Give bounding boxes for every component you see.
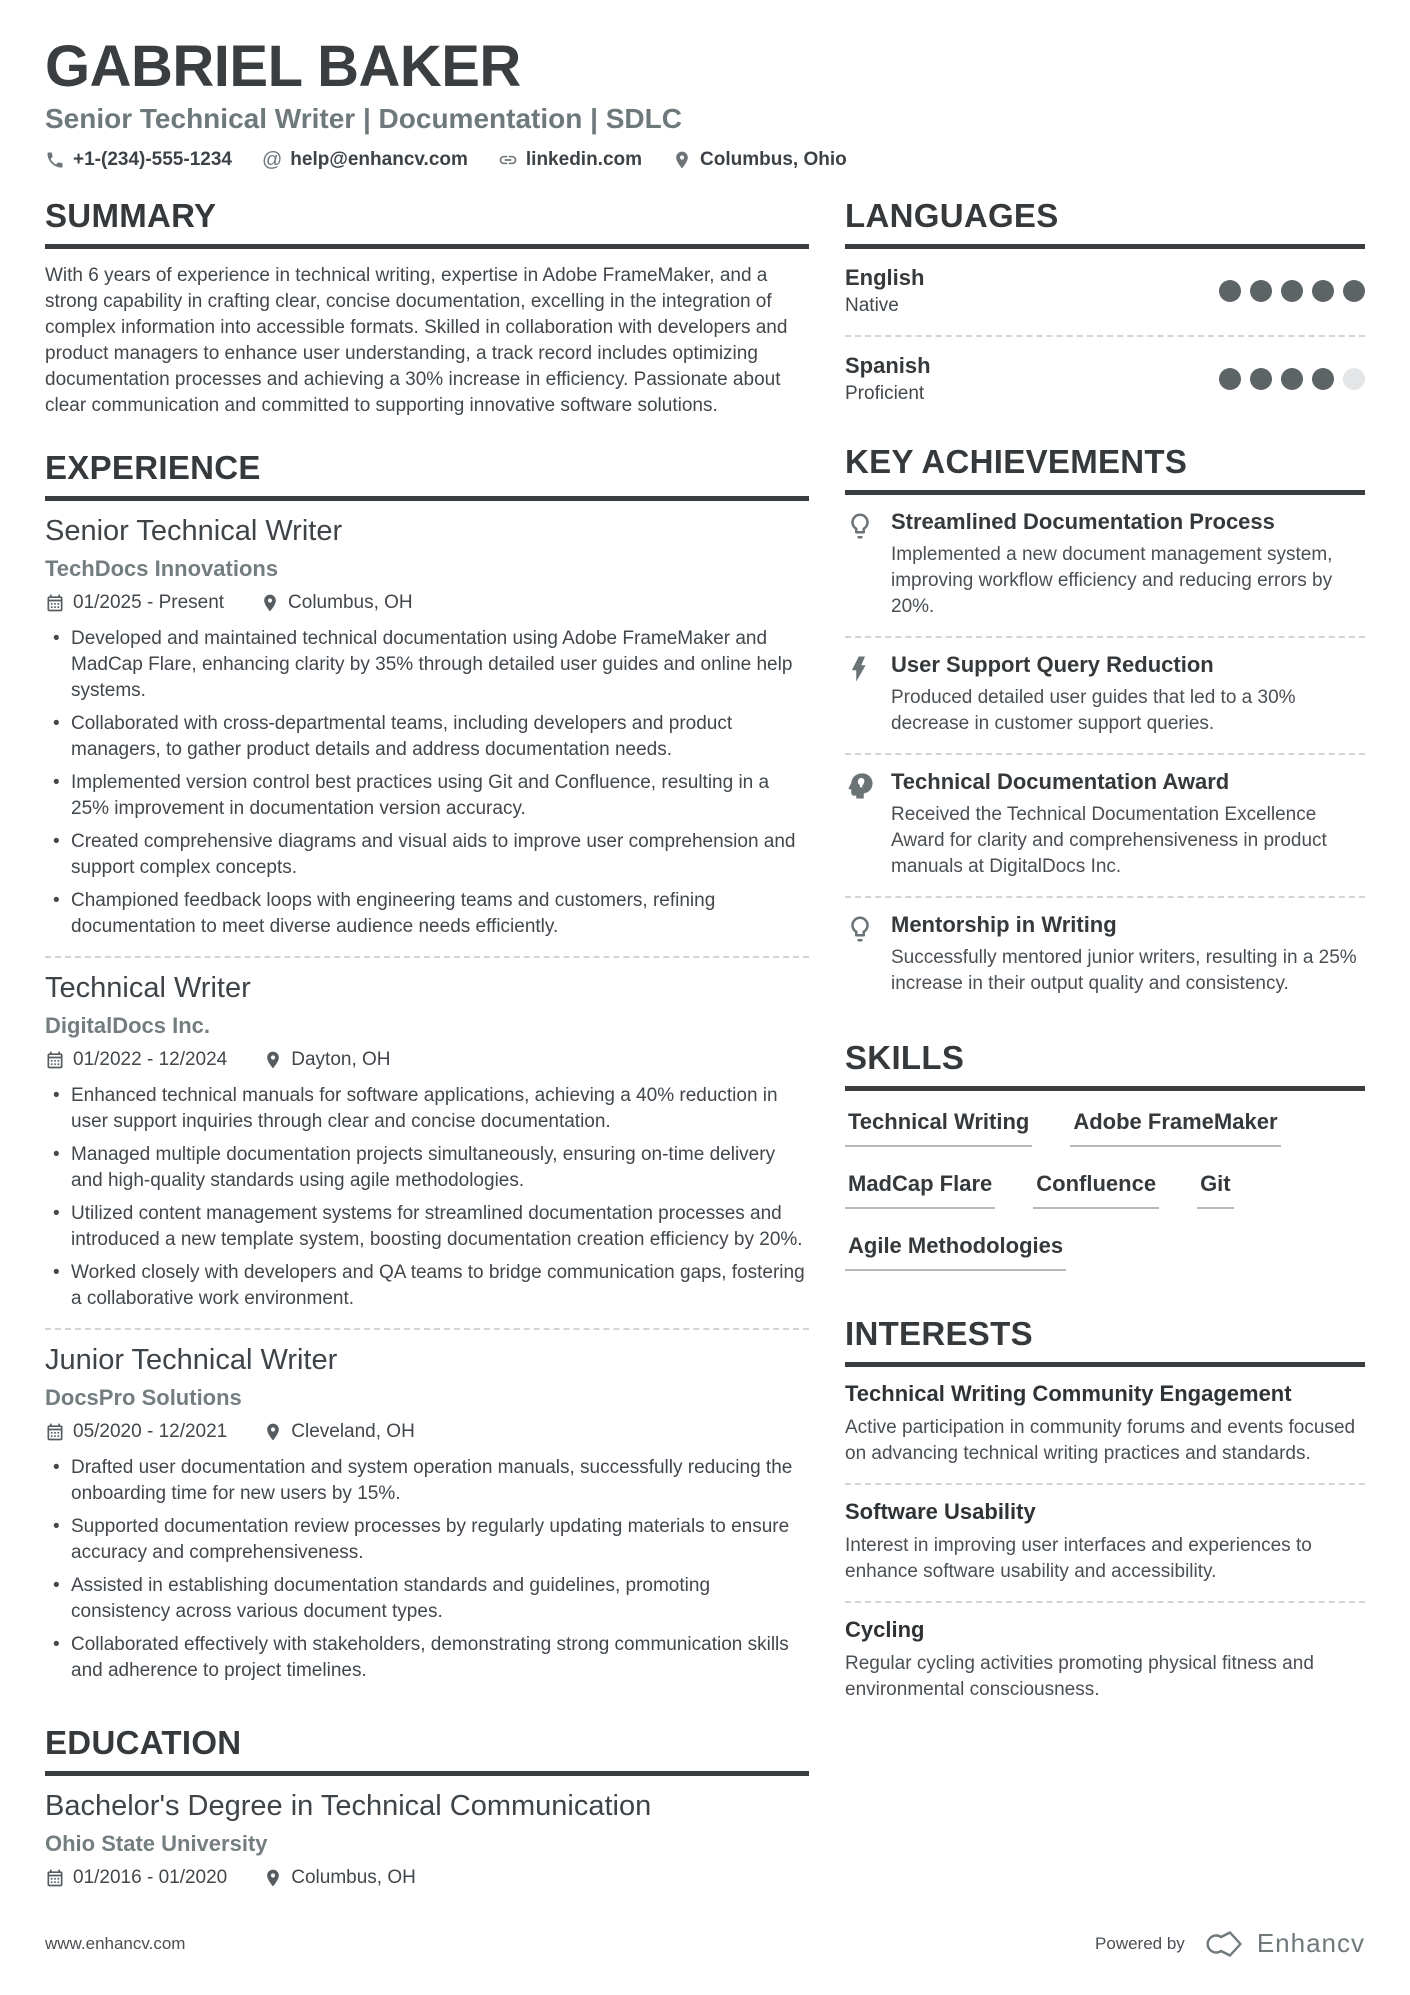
interest-item <box>845 1499 1365 1585</box>
location-text: Dayton, OH <box>291 1048 391 1070</box>
rating-dot-filled <box>1281 280 1303 302</box>
job-title: Technical Writer <box>45 971 251 1004</box>
bullet: • Utilized content management systems for streamlined documentation processes and introduced a new template system, boosting documentation creation efficiency by 20%. <box>45 1201 809 1253</box>
experience-entry <box>45 1344 809 1684</box>
dates-text: 01/2025 - Present <box>73 591 225 613</box>
entry-divider <box>845 896 1365 898</box>
achievement-content <box>891 912 1365 997</box>
bullet: • Created comprehensive diagrams and visual aids to improve user comprehension and support complex concepts. <box>45 829 809 881</box>
location-text: Columbus, OH <box>288 591 413 613</box>
interest-description: Interest in improving user interfaces and experiences to enhance software usability and accessibility. <box>845 1534 1312 1582</box>
job-title: Senior Technical Writer <box>45 514 343 547</box>
entry-divider <box>845 753 1365 755</box>
rating-dot-filled <box>1343 280 1365 302</box>
job-meta <box>45 1421 809 1443</box>
map-pin-icon <box>263 1422 283 1442</box>
enhancv-logo-icon <box>1199 1929 1243 1959</box>
skill-tag: Git <box>1197 1171 1234 1209</box>
achievement-title: Mentorship in Writing <box>891 911 1117 937</box>
interests-heading: INTERESTS <box>845 1315 1365 1367</box>
job-meta <box>45 592 809 614</box>
skill-tag: Adobe FrameMaker <box>1070 1109 1280 1147</box>
language-level: Proficient <box>845 382 925 404</box>
job-bullets <box>45 1083 809 1312</box>
interest-description: Active participation in community forums and events focused on advancing technical writing practices and standards. <box>845 1416 1356 1464</box>
education-heading: EDUCATION <box>45 1724 809 1776</box>
skill-tag: Technical Writing <box>845 1109 1032 1147</box>
phone-icon <box>45 150 65 170</box>
contact-email[interactable] <box>262 149 468 171</box>
school-name: Ohio State University <box>45 1830 268 1856</box>
achievement-item <box>845 912 1365 997</box>
bullet: • Collaborated with cross-departmental teams, including developers and product managers, to gather product details and address documentation needs. <box>45 711 809 763</box>
person-name: GABRIEL BAKER <box>45 34 521 99</box>
rating-dot-empty <box>1343 368 1365 390</box>
achievements-heading: KEY ACHIEVEMENTS <box>845 443 1365 495</box>
languages-section <box>845 197 1365 407</box>
job-dates <box>45 1049 227 1071</box>
language-level: Native <box>845 294 899 316</box>
skill-tag: Confluence <box>1033 1171 1159 1209</box>
interest-title: Cycling <box>845 1616 925 1642</box>
language-rating-dots <box>1219 368 1365 390</box>
lightbulb-icon <box>845 914 875 944</box>
company-name: TechDocs Innovations <box>45 555 279 581</box>
language-labels <box>845 353 931 405</box>
job-bullets <box>45 1455 809 1684</box>
rating-dot-filled <box>1250 280 1272 302</box>
header <box>45 36 1365 171</box>
achievement-item <box>845 652 1365 737</box>
rating-dot-filled <box>1219 280 1241 302</box>
education-dates <box>45 1867 227 1889</box>
job-location <box>263 1049 390 1071</box>
languages-heading: LANGUAGES <box>845 197 1365 249</box>
degree-title: Bachelor's Degree in Technical Communication <box>45 1789 652 1822</box>
bullet: • Developed and maintained technical documentation using Adobe FrameMaker and MadCap Flare, enhancing clarity by 35% through detailed user guides and online help systems. <box>45 626 809 704</box>
job-dates <box>45 1421 227 1443</box>
education-meta <box>45 1867 809 1889</box>
dates-text: 01/2016 - 01/2020 <box>73 1866 228 1888</box>
map-pin-icon <box>263 1868 283 1888</box>
contact-location <box>672 149 847 171</box>
location-text: Cleveland, OH <box>291 1420 415 1442</box>
job-headline: Senior Technical Writer | Documentation | SDLC <box>45 102 682 134</box>
language-item <box>845 263 1365 319</box>
phone-number: +1-(234)-555-1234 <box>73 148 232 170</box>
language-name: Spanish <box>845 352 931 378</box>
footer-website-link[interactable]: www.enhancv.com <box>45 1933 186 1953</box>
powered-by-group <box>1095 1928 1365 1959</box>
calendar-icon <box>45 1050 65 1070</box>
achievement-description: Produced detailed user guides that led to a 30% decrease in customer support queries. <box>891 686 1296 734</box>
language-name: English <box>845 264 925 290</box>
rating-dot-filled <box>1312 368 1334 390</box>
footer <box>0 1928 1410 1995</box>
map-pin-icon <box>672 150 692 170</box>
bullet: • Assisted in establishing documentation standards and guidelines, promoting consistency across various document types. <box>45 1573 809 1625</box>
contact-row <box>45 149 1365 171</box>
interests-section <box>845 1315 1365 1703</box>
bullet: • Drafted user documentation and system operation manuals, successfully reducing the onboarding time for new users by 15%. <box>45 1455 809 1507</box>
experience-heading: EXPERIENCE <box>45 449 809 501</box>
map-pin-icon <box>263 1050 283 1070</box>
experience-section <box>45 449 809 1684</box>
entry-divider <box>845 335 1365 337</box>
achievement-description: Successfully mentored junior writers, resulting in a 25% increase in their output quality and consistency. <box>891 946 1357 994</box>
rating-dot-filled <box>1281 368 1303 390</box>
bullet: • Championed feedback loops with engineering teams and customers, refining documentation to meet diverse audience needs efficiently. <box>45 888 809 940</box>
experience-entry <box>45 515 809 940</box>
job-bullets <box>45 626 809 940</box>
left-column <box>45 197 809 1919</box>
location-text: Columbus, Ohio <box>700 148 847 170</box>
achievement-title: Technical Documentation Award <box>891 768 1230 794</box>
chain-link-icon <box>498 150 518 170</box>
summary-heading: SUMMARY <box>45 197 809 249</box>
experience-entry <box>45 972 809 1312</box>
achievement-item <box>845 769 1365 880</box>
location-text: Columbus, OH <box>291 1866 416 1888</box>
achievement-title: Streamlined Documentation Process <box>891 508 1275 534</box>
job-title: Junior Technical Writer <box>45 1343 338 1376</box>
rating-dot-filled <box>1250 368 1272 390</box>
job-dates <box>45 592 224 614</box>
job-location <box>263 1421 415 1443</box>
education-location <box>263 1867 416 1889</box>
dates-text: 05/2020 - 12/2021 <box>73 1420 228 1442</box>
education-section <box>45 1724 809 1889</box>
rating-dot-filled <box>1312 280 1334 302</box>
achievement-content <box>891 652 1365 737</box>
skill-tag: MadCap Flare <box>845 1171 995 1209</box>
skills-heading: SKILLS <box>845 1039 1365 1091</box>
entry-divider <box>45 956 809 958</box>
achievement-content <box>891 769 1365 880</box>
interest-title: Technical Writing Community Engagement <box>845 1380 1292 1406</box>
interest-description: Regular cycling activities promoting physical fitness and environmental consciousness. <box>845 1652 1314 1700</box>
bullet: • Supported documentation review processes by regularly updating materials to ensure accuracy and comprehensiveness. <box>45 1514 809 1566</box>
linkedin-link[interactable]: linkedin.com <box>525 148 643 170</box>
interest-item <box>845 1617 1365 1703</box>
rating-dot-filled <box>1219 368 1241 390</box>
skills-section <box>845 1039 1365 1271</box>
entry-divider <box>845 1601 1365 1603</box>
right-column <box>845 197 1365 1919</box>
contact-link[interactable] <box>498 149 642 171</box>
achievement-item <box>845 509 1365 620</box>
calendar-icon <box>45 1422 65 1442</box>
lightbulb-icon <box>845 511 875 541</box>
lightning-bolt-icon <box>845 654 875 684</box>
bullet: • Implemented version control best practices using Git and Confluence, resulting in a 25% improvement in documentation version accuracy. <box>45 770 809 822</box>
bullet: • Managed multiple documentation projects simultaneously, ensuring on-time delivery and high-quality standards using agile methodologies. <box>45 1142 809 1194</box>
contact-phone <box>45 149 232 171</box>
entry-divider <box>845 636 1365 638</box>
language-labels <box>845 265 924 317</box>
enhancv-brand-name[interactable]: Enhancv <box>1256 1928 1365 1958</box>
job-meta <box>45 1049 809 1071</box>
company-name: DigitalDocs Inc. <box>45 1012 211 1038</box>
bullet: • Enhanced technical manuals for software applications, achieving a 40% reduction in user support inquiries through clear and concise documentation. <box>45 1083 809 1135</box>
bullet: • Collaborated effectively with stakeholders, demonstrating strong communication skills and adherence to project timelines. <box>45 1632 809 1684</box>
interest-item <box>845 1381 1365 1467</box>
achievement-description: Received the Technical Documentation Excellence Award for clarity and comprehensiveness in product manuals at DigitalDocs Inc. <box>891 803 1327 877</box>
summary-section <box>45 197 809 419</box>
interest-title: Software Usability <box>845 1498 1036 1524</box>
achievement-content <box>891 509 1365 620</box>
company-name: DocsPro Solutions <box>45 1384 242 1410</box>
skill-tag: Agile Methodologies <box>845 1233 1066 1271</box>
achievement-title: User Support Query Reduction <box>891 651 1214 677</box>
bullet: • Worked closely with developers and QA teams to bridge communication gaps, fostering a collaborative work environment. <box>45 1260 809 1312</box>
language-rating-dots <box>1219 280 1365 302</box>
job-location <box>260 592 413 614</box>
skills-list <box>845 1105 1365 1271</box>
calendar-icon <box>45 1868 65 1888</box>
entry-divider <box>845 1483 1365 1485</box>
calendar-icon <box>45 593 65 613</box>
dates-text: 01/2022 - 12/2024 <box>73 1048 228 1070</box>
entry-divider <box>45 1328 809 1330</box>
summary-text: With 6 years of experience in technical writing, expertise in Adobe FrameMaker, and a strong capability in crafting clear, concise documentation, excelling in the integration of complex information into accessible formats. Skilled in collaboration with developers and product managers to enhance user understanding, a track record includes optimizing documentation processes and achieving a 30% increase in efficiency. Passionate about clear communication and committed to supporting innovative software solutions. <box>45 264 788 416</box>
achievements-section <box>845 443 1365 997</box>
email-address[interactable]: help@enhancv.com <box>290 148 468 170</box>
head-idea-icon <box>845 771 875 801</box>
achievement-description: Implemented a new document management system, improving workflow efficiency and reducing errors by 20%. <box>891 543 1333 617</box>
map-pin-icon <box>260 593 280 613</box>
powered-by-label: Powered by <box>1095 1933 1185 1953</box>
language-item <box>845 351 1365 407</box>
at-icon: @ <box>261 148 283 171</box>
